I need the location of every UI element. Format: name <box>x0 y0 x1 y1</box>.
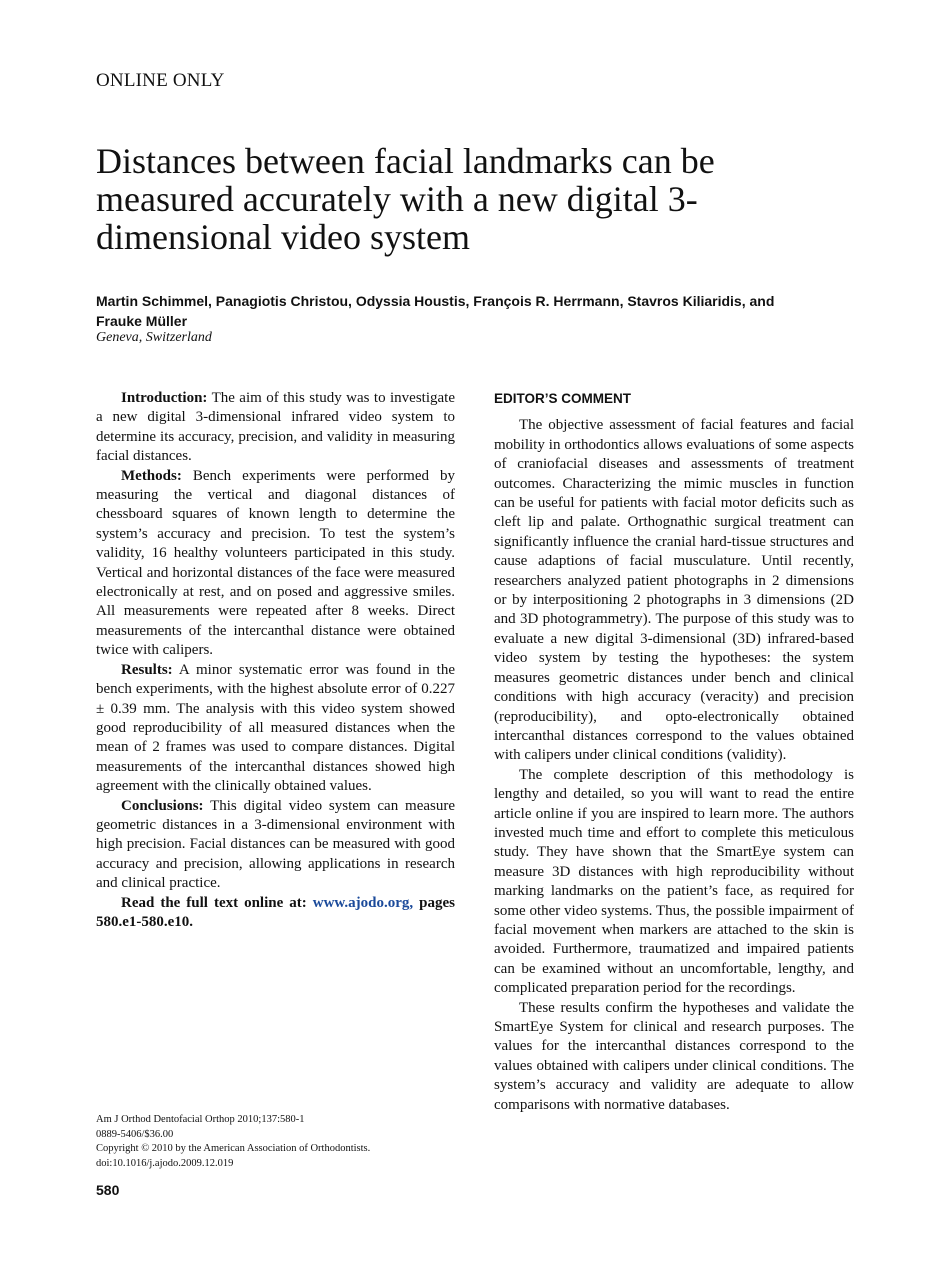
read-online <box>96 894 455 933</box>
abstract-conclusions <box>96 797 455 894</box>
editors-comment-heading: EDITOR’S COMMENT <box>494 391 632 406</box>
section-label: ONLINE ONLY <box>96 70 225 91</box>
results-text: A minor systematic error was found in the bench experiments, with the highest absolute error of 0.227 ± 0.39 mm. The analysis with this video system showed good reproducibility of all measured distances when the mean of 2 frames was used to compare distances. Digital measurements of the intercanthal distances showed high agreement with the clinically obtained values. <box>96 661 455 795</box>
abstract <box>96 389 455 932</box>
abstract-introduction <box>96 389 455 467</box>
page-number: 580 <box>96 1182 120 1198</box>
ajodo-link[interactable]: www.ajodo.org, <box>312 894 414 911</box>
journal-citation: Am J Orthod Dentofacial Orthop 2010;137:580-1 <box>96 1114 305 1125</box>
results-label: Results: <box>121 661 173 678</box>
introduction-text: The aim of this study was to investigate a new digital 3-dimensional infrared video system to determine its accuracy, precision, and validity in measuring facial distances. <box>96 390 455 465</box>
author-list: Martin Schimmel, Panagiotis Christou, Odyssia Houstis, François R. Herrmann, Stavros Kiliaridis, and Frauke Müller <box>96 293 775 329</box>
citation-block <box>96 1113 370 1171</box>
read-online-label: Read the full text online at: <box>121 894 307 911</box>
conclusions-label: Conclusions: <box>121 797 204 814</box>
editors-comment <box>494 389 854 1115</box>
copyright: Copyright © 2010 by the American Association of Orthodontists. <box>96 1143 371 1154</box>
read-online-pages: pages 580.e1-580.e10. <box>96 894 456 930</box>
editors-comment-paragraph: These results confirm the hypotheses and validate the SmartEye System for clinical and research purposes. The values for the intercanthal distances correspond to the values obtained with calipers under clinical conditions. The system’s accuracy and validity are adequate to allow comparisons with normative databases. <box>494 999 854 1113</box>
issn: 0889-5406/$36.00 <box>96 1128 174 1140</box>
editors-comment-paragraph: The complete description of this methodology is lengthy and detailed, so you will want to read the entire article online if you are inspired to learn more. The authors invested much time and effort to complete this meticulous study. They have shown that the SmartEye system can measure 3D distances with high reproducibility without marking landmarks on the patient’s face, as required for some other video systems. Thus, the possible impairment of facial movement when markers are attached to the skin is avoided. Furthermore, traumatized and impaired patients can be examined without an uncomfortable, lengthy, and complicated preparation period for the recordings. <box>494 766 854 997</box>
abstract-methods <box>96 467 455 661</box>
editors-comment-paragraph: The objective assessment of facial features and facial mobility in orthodontics allows evaluations of some aspects of craniofacial diseases and assessments of treatment outcomes. Characterizing the mimic muscles in function can be useful for patients with facial motor deficits such as cleft lip and palate. Orthognathic surgical treatment can significantly influence the cranial hard-tissue structures and cause adaptions of facial musculature. Until recently, researchers analyzed patient photographs in 2 dimensions or by interpositioning 2 photographs in 3 dimensions (2D and 3D photogrammetry). The purpose of this study was to evaluate a new digital 3-dimensional (3D) infrared-based video system by testing the hypotheses: the system measures geometric distances under bench and clinical conditions with high accuracy (veracity) and precision (reproducibility), and opto-electronically obtained intercanthal distances correspond to the values obtained with calipers under clinical conditions (validity). <box>494 417 854 764</box>
conclusions-text: This digital video system can measure geometric distances in a 3-dimensional environment with high precision. Facial distances can be measured with good accuracy and precision, allowing applications in research and clinical practice. <box>96 797 455 892</box>
article-title: Distances between facial landmarks can be measured accurately with a new digital 3-dimensional video system <box>96 141 715 257</box>
methods-text: Bench experiments were performed by measuring the vertical and diagonal distances of chessboard squares of known length to determine the system’s accuracy and precision. To test the system’s validity, 16 healthy volunteers participated in this study. Vertical and horizontal distances of the face were measured electronically at rest, and on posed and aggressive smiles. All measurements were repeated after 8 weeks. Direct measurements of the intercanthal distance were obtained twice with calipers. <box>96 467 455 659</box>
introduction-label: Introduction: <box>121 390 208 406</box>
affiliation: Geneva, Switzerland <box>96 330 212 345</box>
doi: doi:10.1016/j.ajodo.2009.12.019 <box>96 1157 234 1169</box>
abstract-results <box>96 661 455 797</box>
methods-label: Methods: <box>121 467 182 484</box>
